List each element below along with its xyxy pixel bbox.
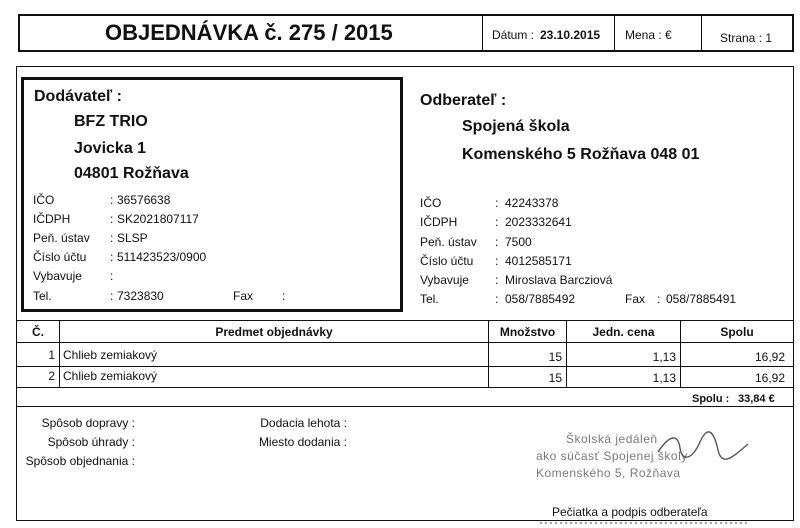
customer-colon: :: [657, 292, 661, 306]
customer-colon: :: [495, 215, 499, 229]
supplier-fax-label: Fax: [233, 289, 254, 303]
stamp-line: ako súčasť Spojenej školy: [536, 449, 688, 463]
supplier-colon: :: [110, 231, 114, 245]
customer-label: IČDPH: [420, 215, 458, 229]
supplier-label: Číslo účtu: [33, 250, 87, 264]
customer-label: Tel.: [420, 292, 439, 306]
customer-label: IČO: [420, 196, 442, 210]
customer-fax-value: 058/7885491: [666, 292, 737, 306]
document-title: OBJEDNÁVKA č. 275 / 2015: [105, 20, 393, 45]
row-unit-price: 1,13: [652, 350, 676, 364]
column-header-number: Č.: [32, 325, 44, 339]
customer-fax-label: Fax: [625, 292, 646, 306]
customer-value: Miroslava Barcziová: [505, 273, 613, 287]
row-item: Chlieb zemiakový: [63, 348, 158, 362]
supplier-street: Jovicka 1: [74, 140, 147, 157]
customer-colon: :: [495, 196, 499, 210]
supplier-colon: :: [282, 289, 286, 303]
column-header-quantity: Množstvo: [499, 325, 556, 339]
transport-label: Spôsob dopravy :: [41, 416, 135, 430]
supplier-value: 7323830: [117, 289, 164, 303]
customer-value: 4012585171: [505, 254, 572, 268]
currency-label: Mena : €: [625, 28, 672, 42]
customer-address: Komenského 5 Rožňava 048 01: [462, 146, 700, 163]
stamp-line: Komenského 5, Rožňava: [536, 466, 681, 480]
supplier-colon: :: [110, 269, 114, 283]
supplier-value: SLSP: [117, 231, 148, 245]
supplier-label: Tel.: [33, 289, 52, 303]
supplier-city: 04801 Rožňava: [74, 165, 189, 182]
customer-label: Peň. ústav: [420, 235, 477, 249]
customer-label: Číslo účtu: [420, 254, 474, 268]
row-number: 1: [48, 348, 55, 362]
supplier-heading: Dodávateľ :: [34, 88, 122, 105]
delivery-term-label: Dodacia lehota :: [260, 416, 347, 430]
customer-value: 42243378: [505, 196, 559, 210]
column-header-item: Predmet objednávky: [215, 325, 333, 339]
customer-colon: :: [495, 273, 499, 287]
supplier-colon: :: [110, 193, 114, 207]
row-quantity: 15: [548, 350, 562, 364]
customer-value: 7500: [505, 235, 532, 249]
customer-colon: :: [495, 254, 499, 268]
customer-heading: Odberateľ :: [420, 92, 507, 109]
date-value: 23.10.2015: [540, 28, 601, 42]
supplier-value: 511423523/0900: [117, 250, 207, 264]
row-quantity: 15: [548, 371, 562, 385]
supplier-label: Vybavuje: [33, 269, 82, 283]
column-header-total: Spolu: [720, 325, 754, 339]
supplier-colon: :: [110, 212, 114, 226]
signature-label: Pečiatka a podpis odberateľa: [552, 505, 708, 519]
ordering-label: Spôsob objednania :: [25, 454, 135, 468]
delivery-place-label: Miesto dodania :: [258, 435, 347, 449]
customer-colon: :: [495, 235, 499, 249]
row-number: 2: [48, 369, 55, 383]
payment-label: Spôsob úhrady :: [47, 435, 135, 449]
customer-name: Spojená škola: [462, 118, 570, 135]
supplier-label: IČO: [33, 193, 55, 207]
supplier-value: 36576638: [117, 193, 171, 207]
sum-value: 33,84 €: [738, 393, 775, 405]
row-total: 16,92: [754, 350, 785, 364]
customer-label: Vybavuje: [420, 273, 469, 287]
supplier-label: IČDPH: [33, 212, 71, 226]
customer-colon: :: [495, 292, 499, 306]
supplier-label: Peň. ústav: [33, 231, 90, 245]
signature-scribble: [652, 430, 772, 460]
customer-value: 2023332641: [505, 215, 572, 229]
supplier-value: SK2021807117: [117, 212, 199, 226]
supplier-colon: :: [110, 289, 114, 303]
supplier-colon: :: [110, 250, 114, 264]
signature-dotted-line: [540, 520, 750, 526]
customer-value: 058/7885492: [505, 292, 576, 306]
row-total: 16,92: [754, 371, 785, 385]
row-unit-price: 1,13: [652, 371, 676, 385]
stamp-line: Školská jedáleň: [566, 432, 658, 446]
date-label: Dátum :: [492, 28, 535, 42]
sum-label: Spolu :: [692, 393, 730, 405]
page-number: Strana : 1: [720, 31, 773, 45]
column-header-unit-price: Jedn. cena: [592, 325, 655, 339]
row-item: Chlieb zemiakový: [63, 369, 158, 383]
supplier-name: BFZ TRIO: [74, 113, 148, 130]
